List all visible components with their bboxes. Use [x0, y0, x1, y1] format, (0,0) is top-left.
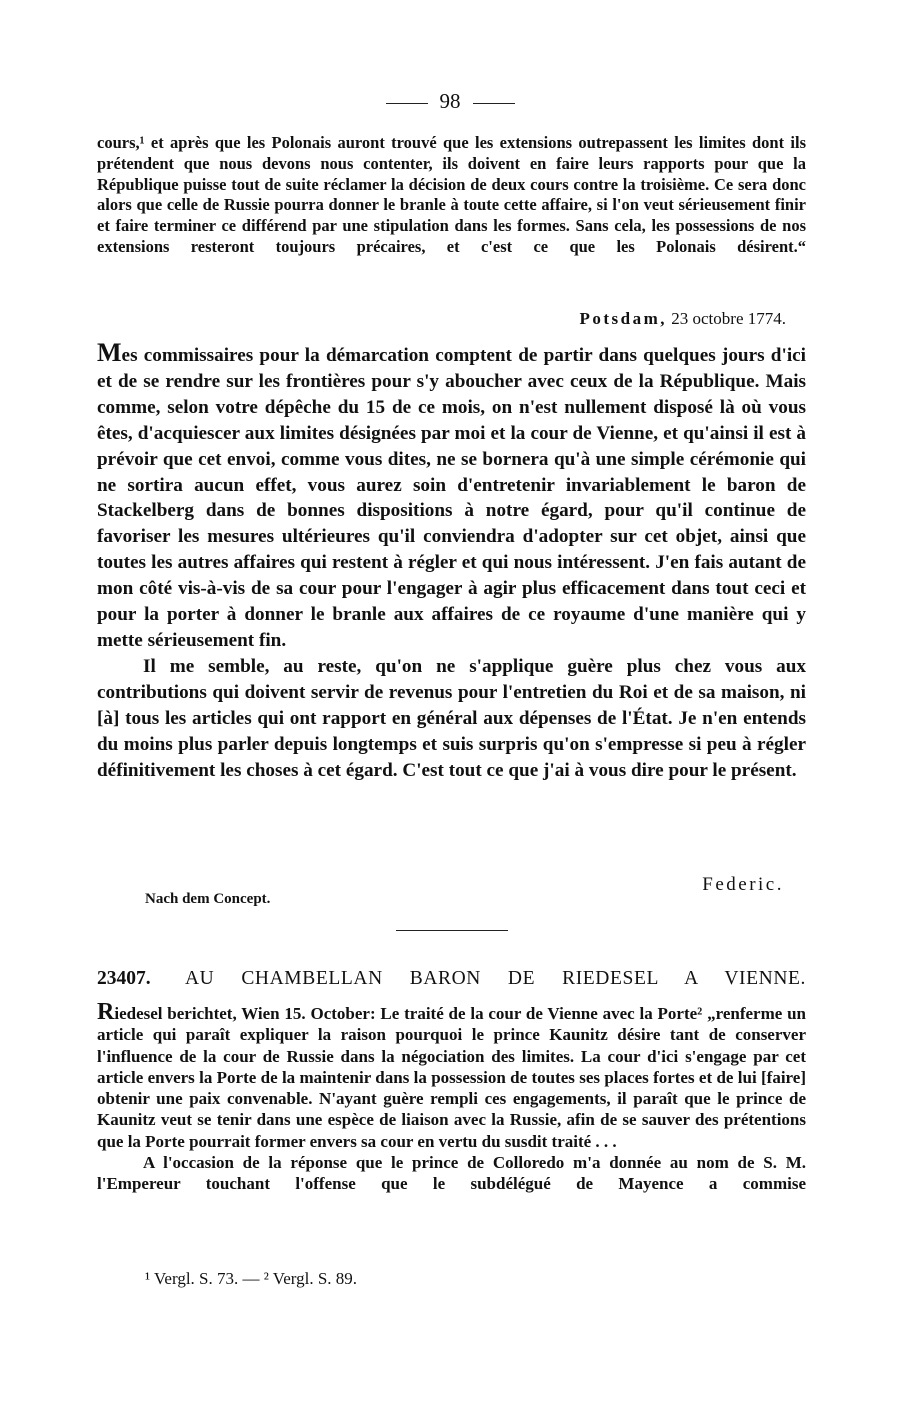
- report-body: [97, 999, 806, 1216]
- header-dash-left: [386, 103, 428, 104]
- letter-initial: M: [97, 338, 122, 367]
- report-paragraph-1-text: iedesel berichtet, Wien 15. October: Le traité de la cour de Vienne avec la Porte² „renferme un article qui paraît expliquer la raison pourquoi le prince Kaunitz désire tant de conserver l'influence de la cour de Russie dans la négociation des limites. La cour d'ici s'engage par cet article envers la Porte de la maintenir dans la possession de toutes ses places fortes et de lui [faire] obtenir une paix convenable. N'ayant guère rempli ces engagements, il paraît que le prince de Kaunitz veut se tenir dans une espèce de liaison avec la Russie, afin de se sauver des prétentions que la Porte pourrait former envers sa cour en vertu du susdit traité . . .: [97, 1004, 806, 1151]
- report-paragraph-2: A l'occasion de la réponse que le prince de Colloredo m'a donnée au nom de S. M. l'Empereur touchant l'offense que le subdélégué de Mayence a commise: [97, 1153, 806, 1194]
- signature: Federic.: [702, 874, 784, 895]
- document-number: 23407.: [97, 968, 151, 989]
- letter-body: [97, 340, 806, 783]
- page-number: 98: [439, 89, 461, 113]
- source-note: Nach dem Concept.: [145, 891, 271, 907]
- report-paragraph-1: [97, 999, 806, 1152]
- letter-paragraph-2: Il me semble, au reste, qu'on ne s'applique guère plus chez vous aux contributions qui doivent servir de revenus pour l'entretien du Roi et de sa maison, ni [à] tous les articles qui ont rapport en général aux dépenses de l'État. Je n'en entends du moins plus parler depuis longtemps et suis surpris qu'on s'empresse si peu à régler définitivement les choses à cet égard. C'est tout ce que j'ai à vous dire pour le présent.: [97, 655, 806, 781]
- letter-paragraph-1: [97, 340, 806, 654]
- quoted-dispatch: cours,¹ et après que les Polonais auront trouvé que les extensions outrepassent les limites dont ils prétendent que nous devons nous contenter, ils doivent en faire leurs rapports pour que la République puisse tout de suite réclamer la décision de deux cours contre la troisième. Ce sera donc alors que celle de Russie pourra donner le branle à toute cette affaire, si l'on veut sérieusement finir et faire terminer ce différend par une stipulation dans les formes. Sans cela, les possessions de nos extensions resteront toujours précaires, et c'est ce que les Polonais désirent.“: [97, 133, 806, 256]
- dateline: [579, 308, 786, 330]
- section-divider: [396, 930, 508, 931]
- header-dash-right: [473, 103, 515, 104]
- page-header: [0, 88, 900, 114]
- report-initial: R: [97, 999, 115, 1025]
- dateline-date: 23 octobre 1774.: [671, 309, 786, 328]
- letter-paragraph-1-text: es commissaires pour la démarcation comptent de partir dans quelques jours d'ici et de se rendre sur les frontières pour s'y aboucher avec ceux de la République. Mais comme, selon votre dépêche du 15 de ce mois, on n'est nullement disposé là où vous êtes, d'acquiescer aux limites désignées par moi et la cour de Vienne, et qu'ainsi il est à prévoir que cet envoi, comme vous dites, ne se bornera qu'à une simple cérémonie qui ne sortira aucun effet, vous aurez soin d'entretenir invariablement le baron de Stackelberg dans de bonnes dispositions à notre égard, pour qu'il continue de favoriser les mesures ultérieures qu'il conviendra d'adopter sur cet objet, ainsi que toutes les autres affaires qui restent à régler et qui nous intéressent. J'en fais autant de mon côté vis-à-vis de sa cour pour l'engager à agir plus efficacement dans tout ceci et pour la porter à donner le branle aux affaires de ce royaume d'une manière qui y mette sérieusement fin.: [97, 345, 806, 651]
- document-title: AU CHAMBELLAN BARON DE RIEDESEL A VIENNE.: [185, 968, 806, 989]
- dateline-place: Potsdam,: [579, 309, 668, 328]
- footnotes: ¹ Vergl. S. 73. — ² Vergl. S. 89.: [145, 1269, 358, 1288]
